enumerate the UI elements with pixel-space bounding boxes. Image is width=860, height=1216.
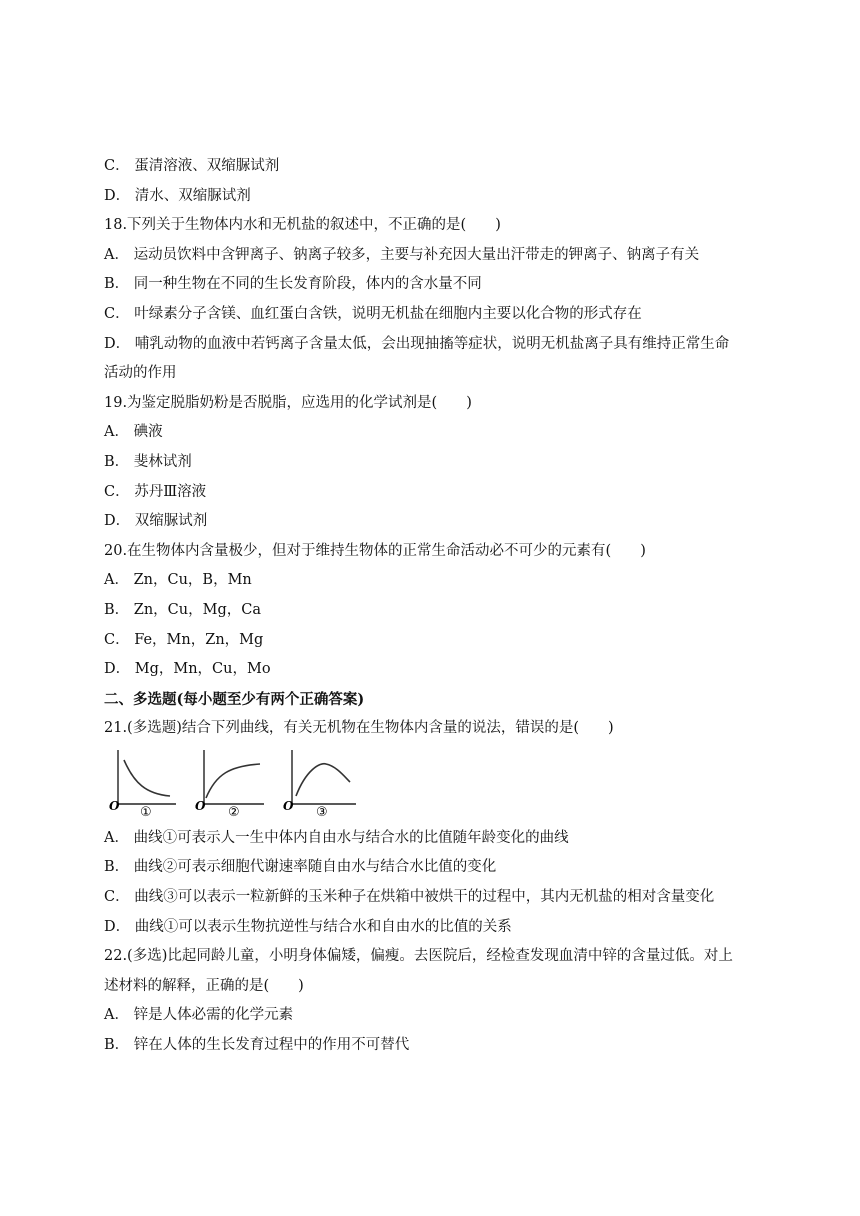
graph-2-label: ②	[228, 804, 240, 818]
q20-option-b: B． Zn，Cu，Mg，Ca	[104, 601, 261, 618]
q21-option-b: B． 曲线②可表示细胞代谢速率随自由水与结合水比值的变化	[104, 859, 497, 876]
q19-stem: 19.为鉴定脱脂奶粉是否脱脂，应选用的化学试剂是( )	[104, 394, 472, 411]
q21-option-d: D． 曲线①可以表示生物抗逆性与结合水和自由水的比值的关系	[104, 918, 512, 935]
curve-graph-2	[195, 750, 264, 818]
q22-option-a: A． 锌是人体必需的化学元素	[104, 1007, 294, 1024]
q17-option-c: C． 蛋清溶液、双缩脲试剂	[104, 158, 280, 174]
section-title-multiple-choice: 二、多选题(每小题至少有两个正确答案)	[104, 690, 365, 708]
graph-3-curve	[296, 764, 350, 796]
graph-2-curve	[206, 764, 260, 798]
q21-curves-figure	[104, 748, 754, 818]
q22-option-b: B． 锌在人体的生长发育过程中的作用不可替代	[104, 1037, 410, 1054]
q18-option-a: A． 运动员饮料中含钾离子、钠离子较多，主要与补充因大量出汗带走的钾离子、钠离子有关	[104, 246, 700, 263]
q22-stem-line-1: 22.(多选)比起同龄儿童，小明身体偏矮，偏瘦。去医院后，经检查发现血清中锌的含量过低。对上	[104, 948, 733, 965]
q21-option-a: A． 曲线①可表示人一生中体内自由水与结合水的比值随年龄变化的曲线	[104, 829, 569, 846]
curve-graph-3	[283, 750, 356, 818]
q19-option-a: A． 碘液	[104, 424, 163, 441]
q20-option-d: D． Mg，Mn，Cu，Mo	[104, 661, 271, 678]
curve-graph-1	[109, 750, 176, 818]
graph-2-origin-label: O	[195, 798, 206, 813]
q18-option-b: B． 同一种生物在不同的生长发育阶段，体内的含水量不同	[104, 276, 482, 293]
q18-option-d: D． 哺乳动物的血液中若钙离子含量太低，会出现抽搐等症状，说明无机盐离子具有维持正常生命	[104, 335, 730, 352]
graph-1-origin-label: O	[109, 798, 120, 813]
exam-page	[104, 152, 754, 1061]
q20-option-c: C． Fe，Mn，Zn，Mg	[104, 631, 264, 648]
q21-curves-svg	[104, 748, 374, 818]
q21-option-c: C． 曲线③可以表示一粒新鲜的玉米种子在烘箱中被烘干的过程中，其内无机盐的相对含量变化	[104, 889, 715, 906]
q22-stem-line-2: 述材料的解释，正确的是( )	[104, 977, 304, 994]
q21-stem: 21.(多选题)结合下列曲线，有关无机物在生物体内含量的说法，错误的是( )	[104, 720, 614, 737]
graph-1-label: ①	[140, 804, 152, 818]
graph-3-label: ③	[316, 804, 328, 818]
q19-option-d: D． 双缩脲试剂	[104, 513, 208, 530]
q19-option-b: B． 斐林试剂	[104, 453, 192, 470]
q17-option-d: D． 清水、双缩脲试剂	[104, 187, 251, 204]
q18-option-d-continued: 活动的作用	[104, 365, 177, 382]
q19-option-c: C． 苏丹Ⅲ溶液	[104, 483, 207, 500]
q18-stem: 18.下列关于生物体内水和无机盐的叙述中，不正确的是( )	[104, 217, 501, 234]
q20-option-a: A． Zn，Cu，B，Mn	[104, 572, 252, 589]
graph-3-origin-label: O	[283, 798, 294, 813]
q18-option-c: C． 叶绿素分子含镁、血红蛋白含铁，说明无机盐在细胞内主要以化合物的形式存在	[104, 305, 642, 322]
q20-stem: 20.在生物体内含量极少，但对于维持生物体的正常生命活动必不可少的元素有( )	[104, 542, 646, 559]
graph-1-curve	[124, 760, 170, 796]
